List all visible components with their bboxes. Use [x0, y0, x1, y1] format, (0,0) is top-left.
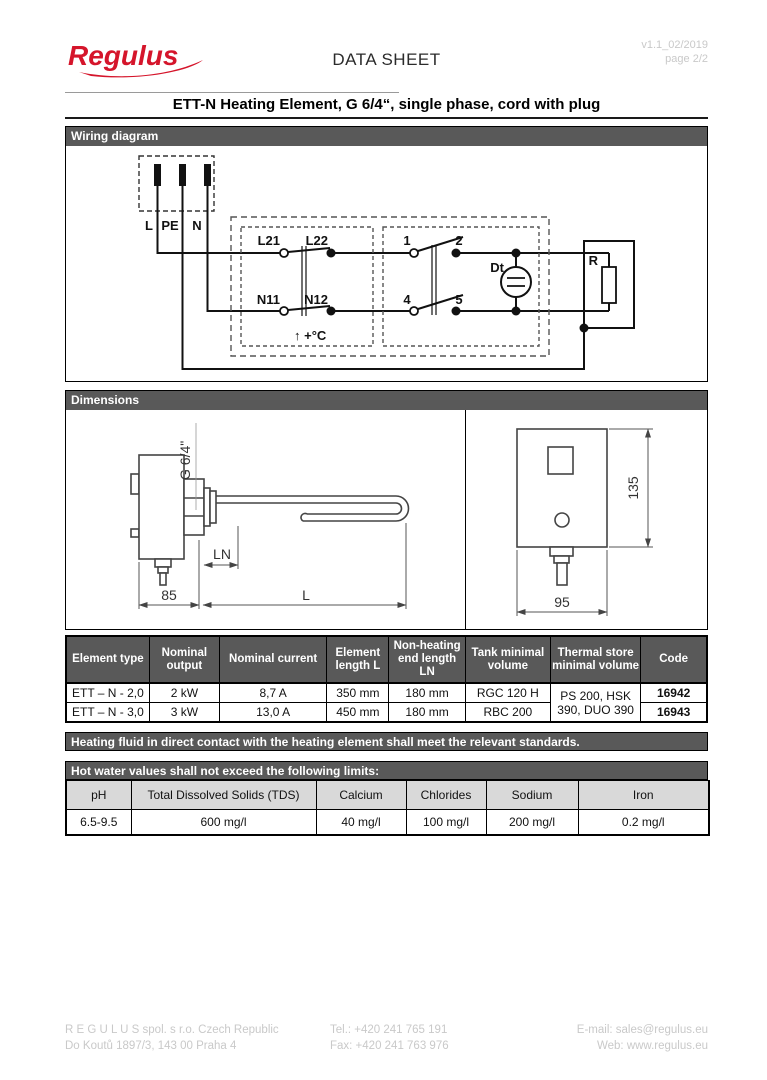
label-PE: PE	[161, 218, 179, 233]
cell-code-1: 16942	[641, 683, 707, 703]
cell-tds: 600 mg/l	[131, 810, 316, 836]
spec-table	[65, 635, 708, 723]
col-sodium: Sodium	[486, 781, 578, 810]
col-element-length: Element length L	[327, 636, 389, 683]
version-number: v1.1_02/2019	[641, 39, 708, 51]
col-code: Code	[641, 636, 707, 683]
cell-current-1: 8,7 A	[219, 683, 326, 703]
logo-text: Regulus	[68, 40, 179, 71]
terminals	[280, 249, 589, 333]
thread-size-label: G 6/4"	[177, 440, 193, 480]
col-tank-volume: Tank minimal volume	[465, 636, 550, 683]
col-nonheating-length: Non-heating end length LN	[389, 636, 465, 683]
col-chlorides: Chlorides	[406, 781, 486, 810]
title-block	[65, 92, 708, 119]
col-iron: Iron	[578, 781, 709, 810]
housing-front	[517, 429, 607, 585]
cell-type-1: ETT – N - 2,0	[66, 683, 149, 703]
footer-tel: Tel.: +420 241 765 191	[330, 1024, 448, 1036]
heating-tubes	[216, 496, 409, 521]
dim-135-label: 135	[625, 476, 641, 500]
cell-type-2: ETT – N - 3,0	[66, 703, 149, 723]
cell-current-2: 13,0 A	[219, 703, 326, 723]
footer-web: Web: www.regulus.eu	[596, 1040, 708, 1052]
label-R: R	[588, 253, 598, 268]
title-bottom-rule	[65, 117, 708, 119]
doc-type-heading: DATA SHEET	[332, 50, 441, 69]
footer-fax: Fax: +420 241 763 976	[330, 1040, 449, 1052]
water-values-row	[66, 810, 709, 836]
dim-85-label: 85	[161, 587, 177, 603]
label-L: L	[145, 218, 153, 233]
dimension-drawings	[66, 410, 707, 629]
col-tds: Total Dissolved Solids (TDS)	[131, 781, 316, 810]
spec-row-1	[66, 683, 707, 703]
col-ph: pH	[66, 781, 131, 810]
side-view-drawing	[66, 410, 464, 629]
cell-chlorides: 100 mg/l	[406, 810, 486, 836]
cell-output-1: 2 kW	[149, 683, 219, 703]
wiring-section-header: Wiring diagram	[66, 127, 707, 146]
cell-sodium: 200 mg/l	[486, 810, 578, 836]
element-housing	[131, 455, 216, 585]
hot-water-table	[65, 780, 710, 836]
page-header	[65, 34, 708, 90]
cell-output-2: 3 kW	[149, 703, 219, 723]
cell-tank-1: RGC 120 H	[465, 683, 550, 703]
label-N11: N11	[256, 292, 280, 307]
col-element-type: Element type	[66, 636, 149, 683]
footer-company	[65, 1022, 330, 1054]
footer-online	[545, 1022, 708, 1054]
cell-code-2: 16943	[641, 703, 707, 723]
col-thermal-store: Thermal store minimal volume	[550, 636, 640, 683]
cell-ph: 6.5-9.5	[66, 810, 131, 836]
label-N12: N12	[304, 292, 328, 307]
cell-tank-2: RBC 200	[465, 703, 550, 723]
dim-LN-label: LN	[213, 546, 231, 562]
wiring-diagram	[66, 146, 707, 381]
label-Dt: Dt	[490, 260, 504, 275]
cell-ln-2: 180 mm	[389, 703, 465, 723]
label-1: 1	[403, 233, 411, 248]
water-header-row	[66, 781, 709, 810]
dimensions-section	[65, 390, 708, 630]
wiring-section	[65, 126, 708, 382]
col-calcium: Calcium	[316, 781, 406, 810]
cell-length-1: 350 mm	[327, 683, 389, 703]
heating-fluid-note: Heating fluid in direct contact with the heating element shall meet the relevant standards.	[65, 732, 708, 751]
page-footer	[65, 1022, 708, 1054]
page-content	[65, 0, 708, 836]
dim-L-label: L	[302, 587, 310, 603]
footer-phone	[330, 1022, 545, 1054]
cell-calcium: 40 mg/l	[316, 810, 406, 836]
version-info	[641, 38, 708, 66]
temp-rise-annotation: ↑ +°C	[294, 328, 327, 343]
cell-iron: 0.2 mg/l	[578, 810, 709, 836]
cell-length-2: 450 mm	[327, 703, 389, 723]
col-nominal-output: Nominal output	[149, 636, 219, 683]
company-address: Do Koutů 1897/3, 143 00 Praha 4	[65, 1040, 237, 1052]
dt-sensor-symbol	[501, 267, 531, 297]
page-number: page 2/2	[665, 53, 708, 65]
cell-thermal-store: PS 200, HSK 390, DUO 390	[550, 683, 640, 722]
label-L21: L21	[257, 233, 280, 248]
hot-water-limits-header: Hot water values shall not exceed the following limits:	[65, 761, 708, 780]
label-5: 5	[455, 292, 463, 307]
front-view-pane	[466, 410, 707, 629]
spec-header-row	[66, 636, 707, 683]
label-L22: L22	[305, 233, 328, 248]
wiring-diagram-svg	[66, 146, 706, 381]
company-name: R E G U L U S spol. s r.o. Czech Republic	[65, 1024, 279, 1036]
label-2: 2	[455, 233, 463, 248]
side-view-pane	[66, 410, 466, 629]
dimensions-section-header: Dimensions	[66, 391, 707, 410]
label-N: N	[192, 218, 202, 233]
footer-email: E-mail: sales@regulus.eu	[576, 1024, 708, 1036]
front-view-drawing	[466, 410, 707, 629]
label-4: 4	[403, 292, 411, 307]
plug-symbol	[139, 156, 214, 211]
dim-95-label: 95	[554, 594, 570, 610]
page-title: ETT-N Heating Element, G 6/4“, single phase, cord with plug	[172, 96, 601, 113]
cell-ln-1: 180 mm	[389, 683, 465, 703]
col-nominal-current: Nominal current	[219, 636, 326, 683]
